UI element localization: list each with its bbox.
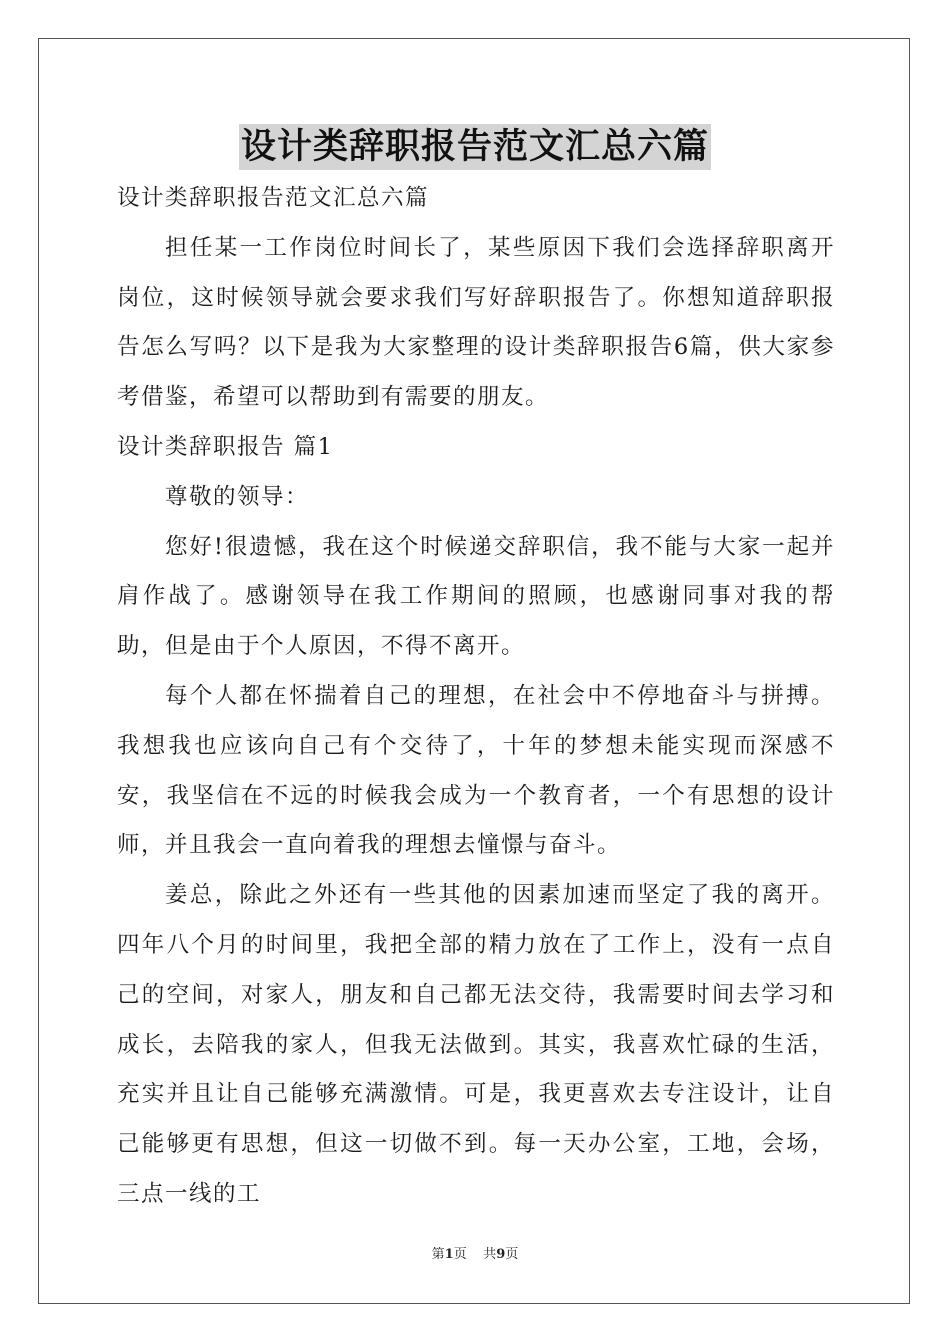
subtitle-line: 设计类辞职报告范文汇总六篇: [117, 185, 430, 211]
document-body: [117, 174, 835, 1220]
title-container: [0, 124, 950, 170]
page-footer: [0, 1246, 950, 1264]
page-number-prefix: 第: [431, 1247, 445, 1262]
intro-paragraph: 担任某一工作岗位时间长了，某些原因下我们会选择辞职离开岗位，这时候领导就会要求我们写好辞职报告了。你想知道辞职报告怎么写吗？以下是我为大家整理的设计类辞职报告6篇，供大家参考借鉴，希望可以帮助到有需要的朋友。: [117, 234, 835, 411]
body-paragraph: 您好!很遗憾，我在这个时候递交辞职信，我不能与大家一起并肩作战了。感谢领导在我工作期间的照顾，也感谢同事对我的帮助，但是由于个人原因，不得不离开。: [117, 533, 835, 660]
page-number-suffix: 页: [453, 1247, 467, 1262]
page-total-suffix: 页: [505, 1247, 519, 1262]
body-paragraph: 每个人都在怀揣着自己的理想，在社会中不停地奋斗与拼搏。我想我也应该向自己有个交待了，十年的梦想未能实现而深感不安，我坚信在不远的时候我会成为一个教育者，一个有思想的设计师，并且我会一直向着我的理想去憧憬与奋斗。: [117, 682, 835, 859]
body-paragraph: 姜总，除此之外还有一些其他的因素加速而坚定了我的离开。四年八个月的时间里，我把全部的精力放在了工作上，没有一点自己的空间，对家人，朋友和自己都无法交待，我需要时间去学习和成长，去陪我的家人，但我无法做到。其实，我喜欢忙碌的生活，充实并且让自己能够充满激情。可是，我更喜欢去专注设计，让自己能够更有思想，但这一切做不到。每一天办公室，工地，会场，三点一线的工: [117, 882, 835, 1207]
page-total-prefix: 共: [483, 1247, 497, 1262]
salutation: 尊敬的领导：: [165, 483, 310, 510]
page-total-count: 9: [496, 1247, 506, 1262]
page-number-current: 1: [444, 1247, 454, 1262]
document-title: 设计类辞职报告范文汇总六篇: [239, 124, 711, 170]
section-heading: 设计类辞职报告 篇1: [117, 433, 334, 460]
